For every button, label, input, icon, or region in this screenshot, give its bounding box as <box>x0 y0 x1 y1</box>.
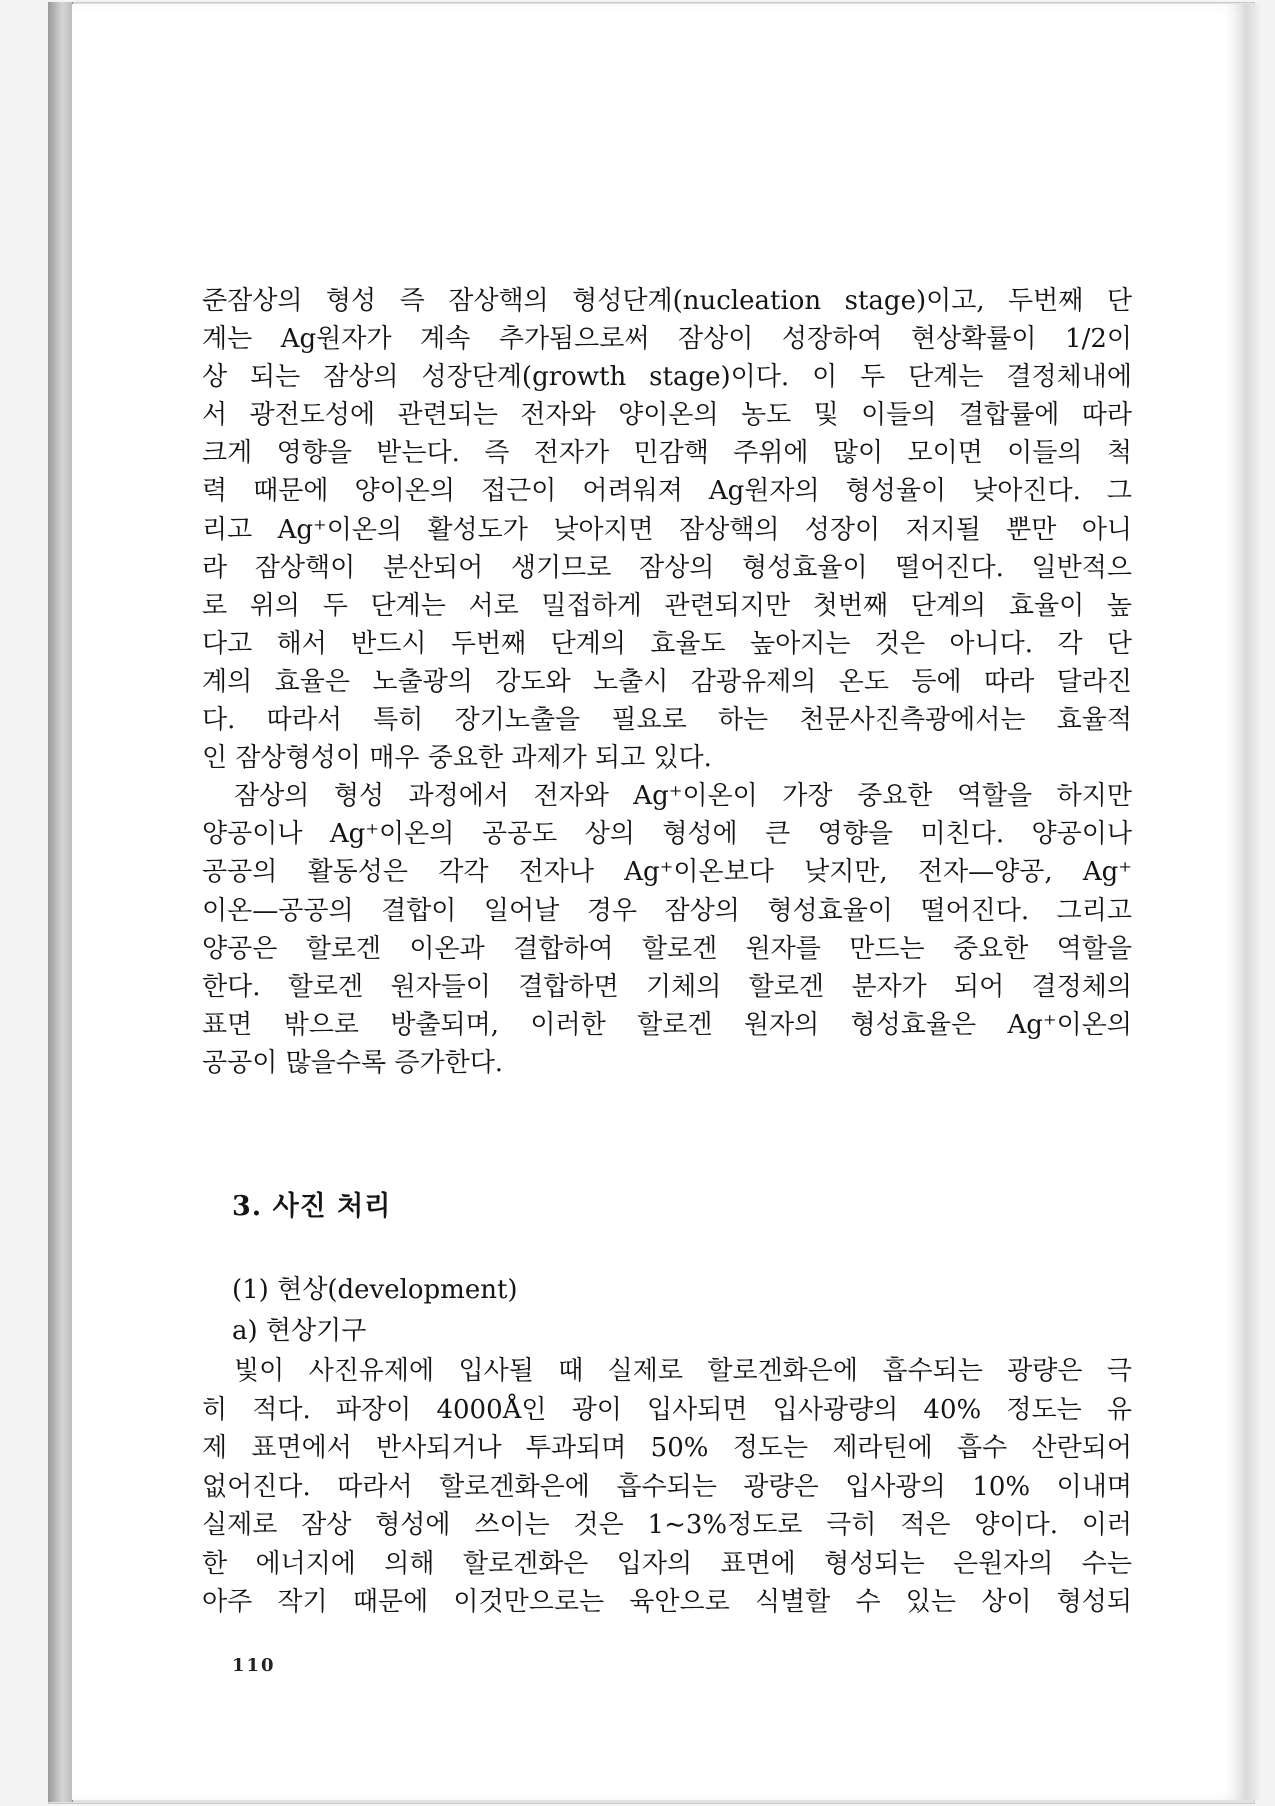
text-line: 표면 밖으로 방출되며, 이러한 할로겐 원자의 형성효율은 Ag⁺이온의 <box>202 1009 1132 1040</box>
page-edge-right <box>1246 4 1260 1800</box>
text-line: 이온—공공의 결합이 일어날 경우 잠상의 형성효율이 떨어진다. 그리고 <box>202 895 1132 926</box>
text-line: 잠상의 형성 과정에서 전자와 Ag⁺이온이 가장 중요한 역할을 하지만 <box>234 781 1132 812</box>
body-text-top <box>202 282 1132 1082</box>
text-line: 한 에너지에 의해 할로겐화은 입자의 표면에 형성되는 은원자의 수는 <box>202 1548 1132 1579</box>
text-line: 크게 영향을 받는다. 즉 전자가 민감핵 주위에 많이 모이면 이들의 척 <box>202 438 1132 469</box>
text-line: 계는 Ag원자가 계속 추가됨으로써 잠상이 성장하여 현상확률이 1/2이 <box>202 324 1132 355</box>
text-line: 아주 작기 때문에 이것만으로는 육안으로 식별할 수 있는 상이 형성되 <box>202 1587 1132 1617</box>
text-line: 상 되는 잠상의 성장단계(growth stage)이다. 이 두 단계는 결정체내에 <box>202 362 1132 393</box>
text-line: 라 잠상핵이 분산되어 생기므로 잠상의 형성효율이 떨어진다. 일반적으 <box>202 552 1132 583</box>
text-line: 한다. 할로겐 원자들이 결합하면 기체의 할로겐 분자가 되어 결정체의 <box>202 971 1132 1002</box>
text-line: 공공의 활동성은 각각 전자나 Ag⁺이온보다 낮지만, 전자—양공, Ag⁺ <box>202 857 1132 888</box>
text-line: 력 때문에 양이온의 접근이 어려워져 Ag원자의 형성율이 낮아진다. 그 <box>202 476 1132 507</box>
subsubsection-heading: a) 현상기구 <box>232 1316 367 1346</box>
text-line: 서 광전도성에 관련되는 전자와 양이온의 농도 및 이들의 결합률에 따라 <box>202 400 1132 431</box>
page-number: 110 <box>232 1655 276 1676</box>
section-heading: 3. 사진 처리 <box>232 1191 392 1222</box>
text-line: 준잠상의 형성 즉 잠상핵의 형성단계(nucleation stage)이고, 두번째 단 <box>202 286 1132 316</box>
text-line: 양공이나 Ag⁺이온의 공공도 상의 형성에 큰 영향을 미친다. 양공이나 <box>202 819 1132 850</box>
text-line: 계의 효율은 노출광의 강도와 노출시 감광유제의 온도 등에 따라 달라진 <box>202 666 1132 697</box>
text-line: 빛이 사진유제에 입사될 때 실제로 할로겐화은에 흡수되는 광량은 극 <box>234 1356 1132 1386</box>
text-line: 인 잠상형성이 매우 중요한 과제가 되고 있다. <box>202 743 712 774</box>
text-line: 히 적다. 파장이 4000Å인 광이 입사되면 입사광량의 40% 정도는 유 <box>202 1394 1132 1425</box>
page-edge-left <box>48 2 73 1802</box>
text-line: 공공이 많을수록 증가한다. <box>202 1047 504 1078</box>
paragraph-1 <box>202 282 1132 777</box>
text-line: 양공은 할로겐 이온과 결합하여 할로겐 원자를 만드는 중요한 역할을 <box>202 933 1132 964</box>
text-line: 리고 Ag⁺이온의 활성도가 낮아지면 잠상핵의 성장이 저지될 뿐만 아니 <box>202 514 1132 545</box>
body-text-bottom <box>202 1352 1132 1622</box>
text-line: 로 위의 두 단계는 서로 밀접하게 관련되지만 첫번째 단계의 효율이 높 <box>202 590 1132 621</box>
text-line: 다. 따라서 특히 장기노출을 필요로 하는 천문사진측광에서는 효율적 <box>202 705 1132 736</box>
text-line: 없어진다. 따라서 할로겐화은에 흡수되는 광량은 입사광의 10% 이내며 <box>202 1471 1132 1502</box>
text-line: 실제로 잠상 형성에 쓰이는 것은 1∼3%정도로 극히 적은 양이다. 이러 <box>202 1510 1132 1540</box>
text-line: 제 표면에서 반사되거나 투과되며 50% 정도는 제라틴에 흡수 산란되어 <box>202 1433 1132 1463</box>
paragraph-2 <box>202 777 1132 1082</box>
text-line: 다고 해서 반드시 두번째 단계의 효율도 높아지는 것은 아니다. 각 단 <box>202 628 1132 659</box>
subsection-heading: (1) 현상(development) <box>232 1275 518 1305</box>
